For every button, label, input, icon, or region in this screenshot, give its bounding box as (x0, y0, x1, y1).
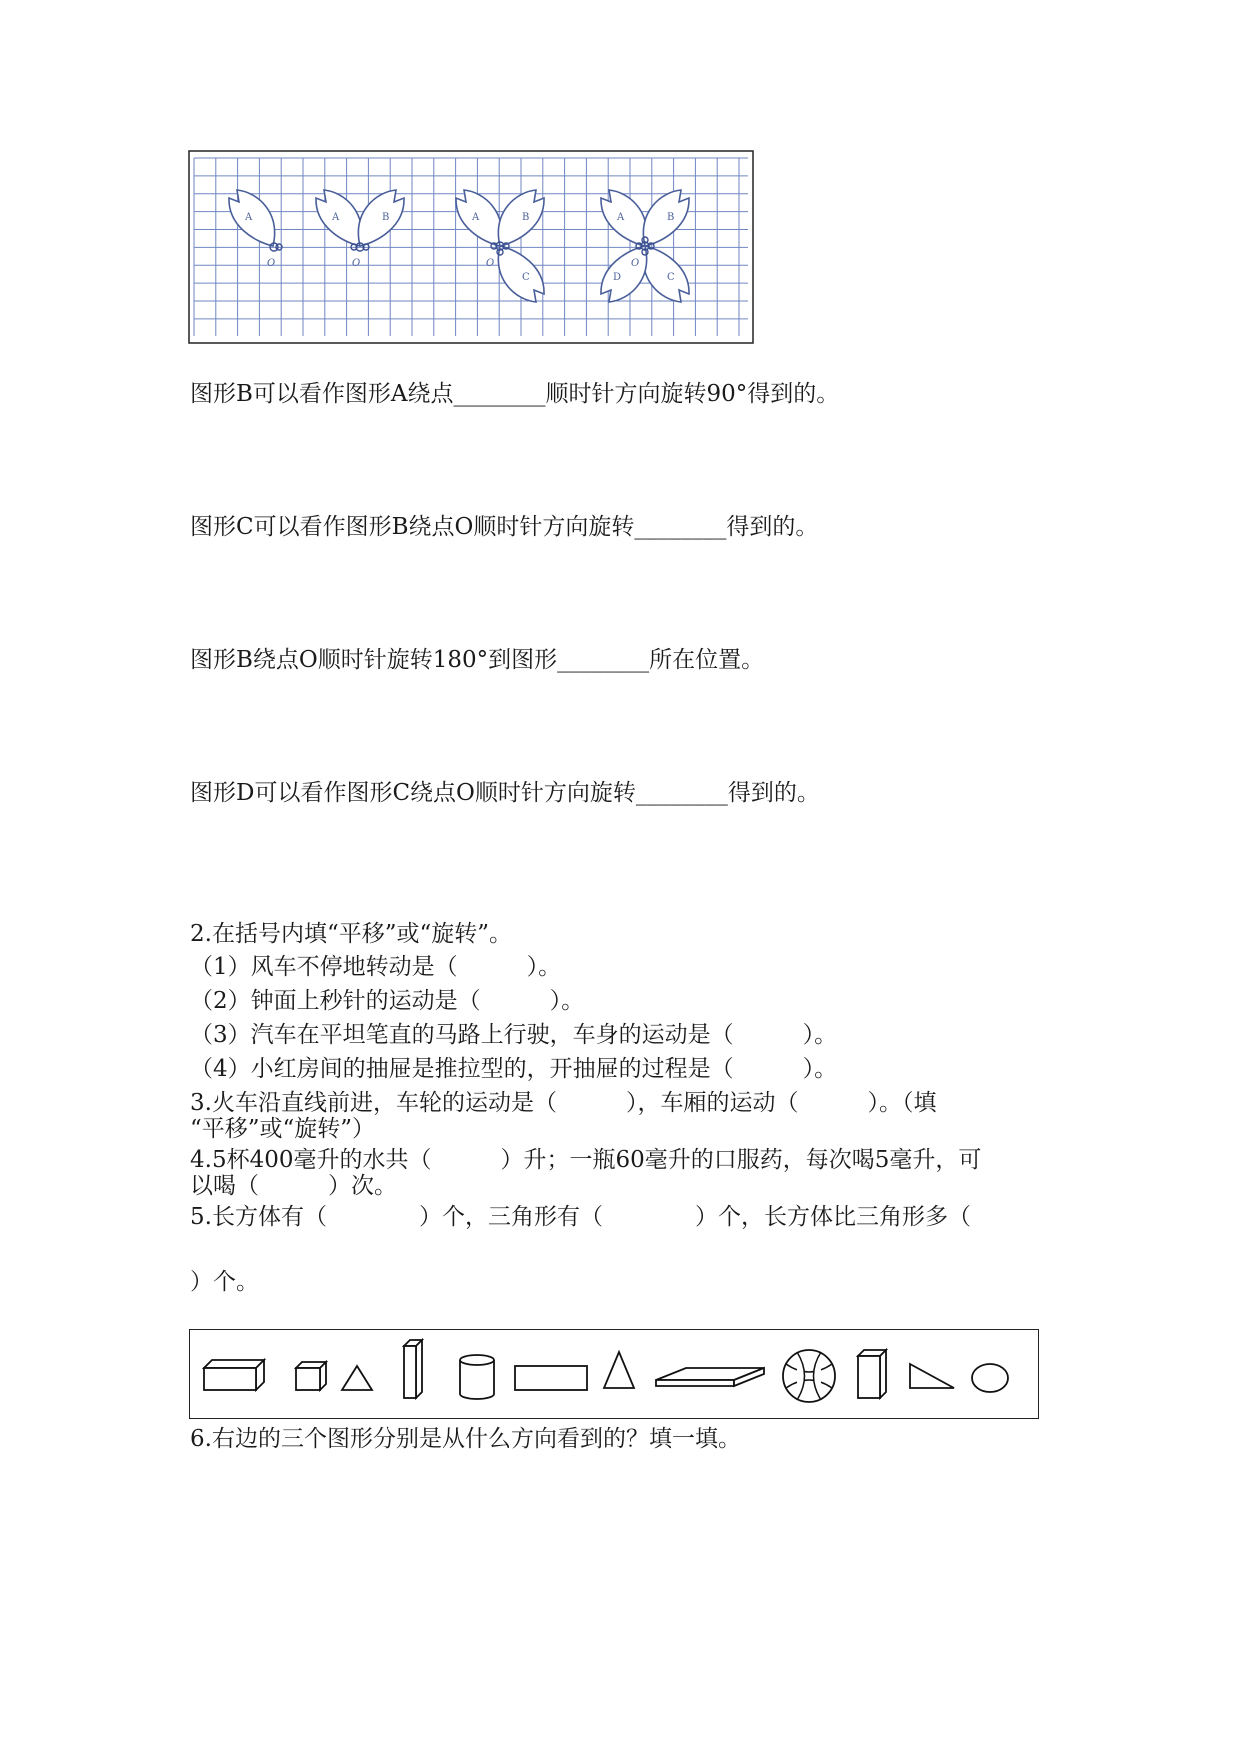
flat-slab-shape (656, 1368, 764, 1386)
svg-text:A: A (617, 212, 625, 223)
svg-text:O: O (486, 258, 495, 269)
q3-line-1: 3.火车沿直线前进，车轮的运动是（ ），车厢的运动（ ）。（填 (190, 1090, 937, 1116)
q1-line-4: 图形D可以看作图形C绕点O顺时针方向旋转________得到的。 (190, 780, 820, 806)
triangle-shape-2 (604, 1352, 634, 1388)
svg-text:C: C (667, 272, 675, 283)
shapes-box (189, 1329, 1039, 1419)
svg-text:A: A (472, 212, 480, 223)
svg-text:D: D (613, 272, 622, 283)
rotation-figure (188, 150, 754, 344)
svg-text:A: A (332, 212, 340, 223)
shapes-svg (190, 1330, 1037, 1417)
svg-text:A: A (245, 212, 253, 223)
q2-item-1: （1）风车不停地转动是（ ）。 (190, 954, 562, 980)
rectangle-shape (515, 1366, 587, 1390)
basketball-shape (783, 1350, 835, 1402)
q5-line-1: 5.长方体有（ ）个，三角形有（ ）个，长方体比三角形多（ (190, 1204, 971, 1230)
q1-line-3: 图形B绕点O顺时针旋转180°到图形________所在位置。 (190, 647, 765, 673)
q2-item-4: （4）小红房间的抽屉是推拉型的，开抽屉的过程是（ ）。 (190, 1056, 838, 1082)
q1-line-2: 图形C可以看作图形B绕点O顺时针方向旋转________得到的。 (190, 514, 819, 540)
q2-title: 2.在括号内填“平移”或“旋转”。 (190, 921, 512, 947)
q4-line-1: 4.5杯400毫升的水共（ ）升；一瓶60毫升的口服药，每次喝5毫升，可 (190, 1147, 982, 1173)
flat-cuboid-shape (204, 1360, 264, 1390)
circle-shape (972, 1364, 1008, 1392)
cube-shape (296, 1362, 326, 1390)
rotation-grid-svg (188, 150, 754, 344)
q6-title: 6.右边的三个图形分别是从什么方向看到的？填一填。 (190, 1426, 741, 1452)
cuboid-shape (858, 1350, 886, 1398)
svg-text:B: B (382, 212, 390, 223)
q5-line-2: ）个。 (190, 1269, 259, 1295)
svg-text:O: O (267, 258, 276, 269)
q3-line-2: “平移”或“旋转”） (190, 1116, 376, 1142)
triangle-shape-1 (342, 1366, 372, 1390)
cylinder-shape (460, 1355, 494, 1399)
q1-line-1: 图形B可以看作图形A绕点________顺时针方向旋转90°得到的。 (190, 381, 840, 407)
q4-line-2: 以喝（ ）次。 (190, 1173, 397, 1199)
svg-text:B: B (667, 212, 675, 223)
right-triangle-shape (910, 1364, 954, 1388)
q2-item-2: （2）钟面上秒针的运动是（ ）。 (190, 988, 585, 1014)
svg-text:O: O (352, 258, 361, 269)
svg-text:B: B (522, 212, 530, 223)
q2-item-3: （3）汽车在平坦笔直的马路上行驶，车身的运动是（ ）。 (190, 1022, 838, 1048)
svg-text:C: C (522, 272, 530, 283)
tall-cuboid-shape (404, 1340, 422, 1398)
svg-text:O: O (631, 258, 640, 269)
